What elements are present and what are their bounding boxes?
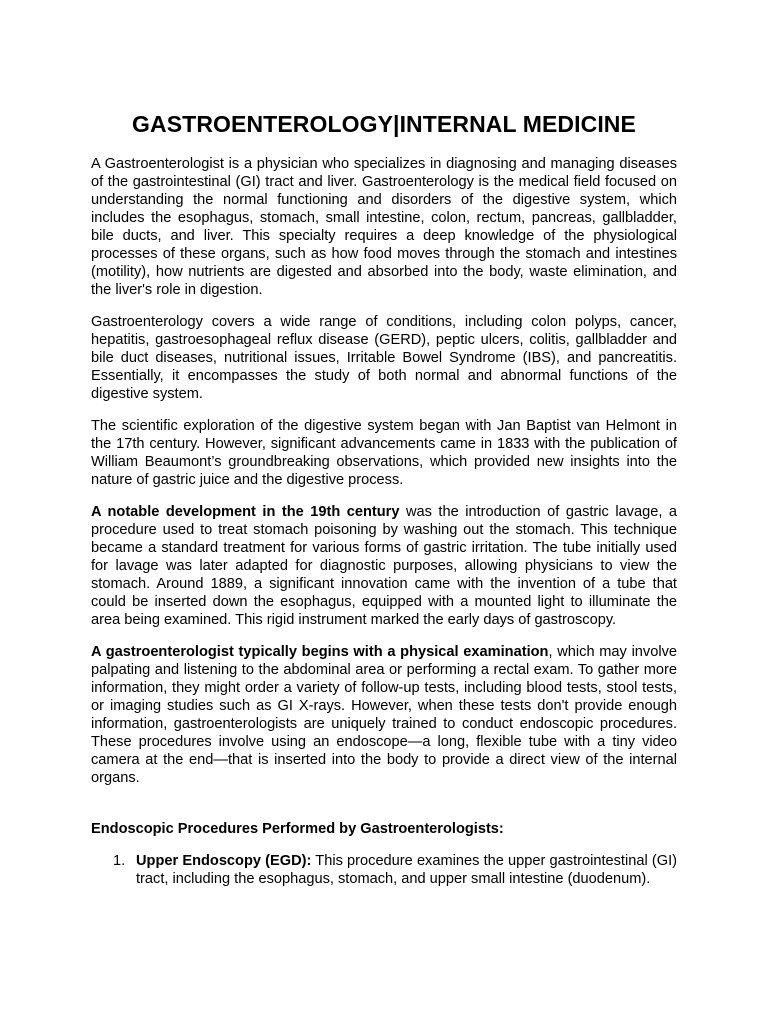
procedure-name: Upper Endoscopy (EGD): xyxy=(136,853,312,869)
paragraph-text: , which may involve palpating and listening to the abdominal area or performing a rectal exam. To gather more information, they might order a variety of follow-up tests, including blood tests, stool tests, or imaging studies such as GI X-rays. However, when these tests don't provide enough information, gastroenterologists are uniquely trained to conduct endoscopic procedures. These procedures involve using an endoscope—a long, flexible tube with a tiny video camera at the end—that is inserted into the body to provide a direct view of the internal organs. xyxy=(91,644,677,786)
procedure-list xyxy=(91,852,677,888)
paragraph-text: Gastroenterology covers a wide range of conditions, including colon polyps, cancer, hepatitis, gastroesophageal reflux disease (GERD), peptic ulcers, colitis, gallbladder and bile duct diseases, nutritional issues, Irritable Bowel Syndrome (IBS), and pancreatitis. Essentially, it encompasses the study of both normal and abnormal functions of the digestive system. xyxy=(91,314,677,402)
procedure-description: This procedure examines the upper gastrointestinal (GI) tract, including the esophagus, stomach, and upper small intestine (duodenum). xyxy=(136,853,677,887)
paragraph-text: A Gastroenterologist is a physician who specializes in diagnosing and managing diseases of the gastrointestinal (GI) tract and liver. Gastroenterology is the medical field focused on understanding the normal functioning and disorders of the digestive system, which includes the esophagus, stomach, small intestine, colon, rectum, pancreas, gallbladder, bile ducts, and liver. This specialty requires a deep knowledge of the physiological processes of these organs, such as how food moves through the stomach and intestines (motility), how nutrients are digested and absorbed into the body, waste elimination, and the liver's role in digestion. xyxy=(91,156,677,298)
paragraph-physical-exam xyxy=(91,643,677,787)
procedure-number: 1. xyxy=(113,853,126,869)
procedure-item xyxy=(91,852,677,888)
paragraph-text: The scientific exploration of the digestive system began with Jan Baptist van Helmont in the 17th century. However, significant advancements came in 1833 with the publication of William Beaumont’s groundbreaking observations, which provided new insights into the nature of gastric juice and the digestive process. xyxy=(91,418,677,488)
document-title: GASTROENTEROLOGY|INTERNAL MEDICINE xyxy=(132,111,636,137)
paragraph-history xyxy=(91,417,677,489)
paragraph-intro xyxy=(91,155,677,299)
paragraph-lead: A notable development in the 19th century xyxy=(91,504,400,520)
paragraph-conditions xyxy=(91,313,677,403)
paragraph-text: was the introduction of gastric lavage, a procedure used to treat stomach poisoning by washing out the stomach. This technique became a standard treatment for various forms of gastric irritation. The tube initially used for lavage was later adapted for diagnostic purposes, allowing physicians to view the stomach. Around 1889, a significant innovation came with the invention of a tube that could be inserted down the esophagus, equipped with a mounted light to illuminate the area being examined. This rigid instrument marked the early days of gastroscopy. xyxy=(91,504,677,628)
paragraph-19th-century xyxy=(91,503,677,629)
document-page xyxy=(91,106,677,888)
section-heading-procedures: Endoscopic Procedures Performed by Gastroenterologists: xyxy=(91,821,504,837)
paragraph-lead: A gastroenterologist typically begins with a physical examination xyxy=(91,644,549,660)
